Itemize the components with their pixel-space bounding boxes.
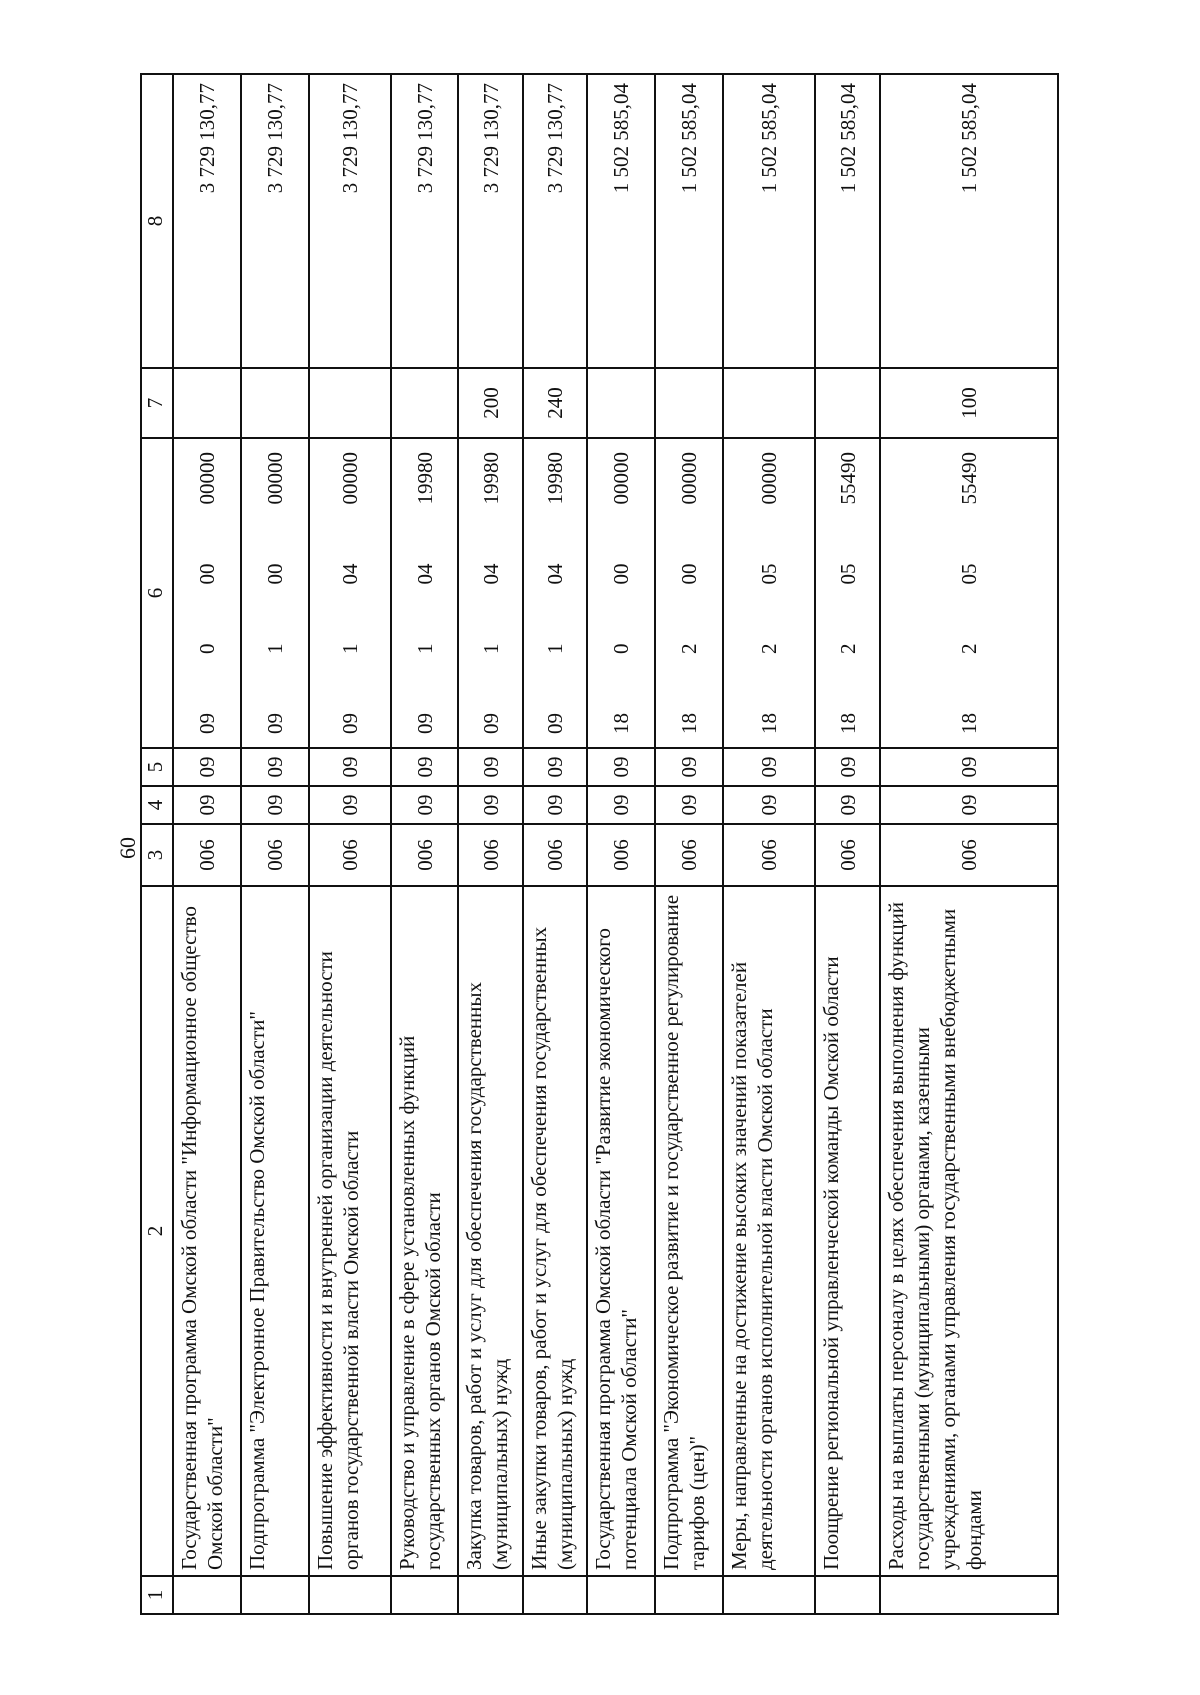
- target-article-part: 18: [609, 713, 633, 734]
- target-article-code: [412, 444, 438, 742]
- subsection-code-cell: 09: [587, 748, 655, 786]
- subsection-code-cell: 09: [880, 748, 1058, 786]
- amount-cell: 3 729 130,77: [391, 74, 458, 368]
- target-article-cell: [587, 438, 655, 748]
- ministry-code-cell: 006: [173, 824, 241, 886]
- target-article-code: [542, 444, 568, 742]
- target-article-part: 18: [835, 713, 860, 734]
- column-header: 4: [141, 786, 173, 824]
- section-code-cell: 09: [458, 786, 523, 824]
- target-article-part: 04: [478, 563, 503, 585]
- target-article-part: 00: [195, 563, 219, 585]
- target-article-part: 2: [677, 643, 701, 654]
- target-article-code: [337, 444, 363, 742]
- target-article-part: 0: [195, 643, 219, 654]
- description-cell: Иные закупки товаров, работ и услуг для обеспечения государственных (муниципальных) нужд: [523, 886, 587, 1576]
- column-header: 8: [141, 74, 173, 368]
- amount-cell: 3 729 130,77: [241, 74, 309, 368]
- subsection-code-cell: 09: [723, 748, 815, 786]
- target-article-part: 00000: [677, 452, 701, 505]
- row-number-cell: [458, 1576, 523, 1614]
- amount-cell: 3 729 130,77: [173, 74, 241, 368]
- section-code-cell: 09: [587, 786, 655, 824]
- column-header: 2: [141, 886, 173, 1576]
- target-article-part: 2: [757, 643, 781, 654]
- amount-cell: 1 502 585,04: [655, 74, 723, 368]
- target-article-cell: [815, 438, 880, 748]
- ministry-code-cell: 006: [815, 824, 880, 886]
- table-row: [173, 74, 241, 1614]
- table-body: [173, 74, 1058, 1614]
- target-article-cell: [880, 438, 1058, 748]
- target-article-code: [835, 444, 861, 742]
- target-article-code: [676, 444, 702, 742]
- expense-type-cell: [309, 368, 391, 438]
- expense-type-cell: [655, 368, 723, 438]
- header-row: [141, 74, 173, 1614]
- target-article-cell: [723, 438, 815, 748]
- row-number-cell: [880, 1576, 1058, 1614]
- amount-cell: 1 502 585,04: [723, 74, 815, 368]
- table-row: [655, 74, 723, 1614]
- column-header: 6: [141, 438, 173, 748]
- target-article-cell: [458, 438, 523, 748]
- target-article-code: [478, 444, 504, 742]
- target-article-part: 2: [957, 643, 981, 654]
- description-cell: Меры, направленные на достижение высоких значений показателей деятельности органов исполнительной власти Омской области: [723, 886, 815, 1576]
- ministry-code-cell: 006: [523, 824, 587, 886]
- subsection-code-cell: 09: [391, 748, 458, 786]
- column-header: 5: [141, 748, 173, 786]
- target-article-part: 04: [412, 563, 437, 585]
- target-article-part: 00000: [338, 452, 362, 505]
- row-number-cell: [391, 1576, 458, 1614]
- row-number-cell: [587, 1576, 655, 1614]
- target-article-part: 1: [412, 643, 437, 654]
- table-row: [880, 74, 1058, 1614]
- target-article-part: 19980: [543, 452, 567, 505]
- ministry-code-cell: 006: [880, 824, 1058, 886]
- target-article-part: 05: [835, 563, 860, 585]
- target-article-part: 05: [957, 563, 981, 585]
- column-header: 7: [141, 368, 173, 438]
- target-article-part: 55490: [957, 452, 981, 505]
- ministry-code-cell: 006: [655, 824, 723, 886]
- target-article-cell: [173, 438, 241, 748]
- description-cell: Государственная программа Омской области "Информационное общество Омской области": [173, 886, 241, 1576]
- target-article-part: 05: [757, 563, 781, 585]
- description-cell: Расходы на выплаты персоналу в целях обеспечения выполнения функций государственными (муниципальными) органами, казенными учреждениями, органами управления государственными внебюджетными фондами: [880, 886, 1058, 1576]
- description-cell: Государственная программа Омской области "Развитие экономического потенциала Омской области": [587, 886, 655, 1576]
- expense-type-cell: 240: [523, 368, 587, 438]
- target-article-part: 18: [957, 713, 981, 734]
- section-code-cell: 09: [655, 786, 723, 824]
- description-cell: Закупка товаров, работ и услуг для обеспечения государственных (муниципальных) нужд: [458, 886, 523, 1576]
- target-article-code: [262, 444, 288, 742]
- target-article-part: 04: [543, 563, 567, 585]
- target-article-code: [194, 444, 220, 742]
- description-cell: Повышение эффективности и внутренней организации деятельности органов государственной власти Омской области: [309, 886, 391, 1576]
- section-code-cell: 09: [391, 786, 458, 824]
- target-article-part: 1: [338, 643, 362, 654]
- expense-type-cell: [391, 368, 458, 438]
- ministry-code-cell: 006: [391, 824, 458, 886]
- target-article-part: 09: [338, 713, 362, 734]
- target-article-cell: [309, 438, 391, 748]
- expense-type-cell: [587, 368, 655, 438]
- table-row: [815, 74, 880, 1614]
- expense-type-cell: 100: [880, 368, 1058, 438]
- target-article-part: 09: [543, 713, 567, 734]
- target-article-part: 55490: [835, 452, 860, 505]
- row-number-cell: [241, 1576, 309, 1614]
- subsection-code-cell: 09: [173, 748, 241, 786]
- budget-table-container: [140, 75, 1110, 1615]
- row-number-cell: [173, 1576, 241, 1614]
- target-article-code: [756, 444, 782, 742]
- row-number-cell: [815, 1576, 880, 1614]
- ministry-code-cell: 006: [723, 824, 815, 886]
- expense-type-cell: [241, 368, 309, 438]
- target-article-part: 00000: [195, 452, 219, 505]
- target-article-part: 18: [677, 713, 701, 734]
- subsection-code-cell: 09: [309, 748, 391, 786]
- budget-table: [140, 73, 1059, 1615]
- section-code-cell: 09: [723, 786, 815, 824]
- target-article-cell: [391, 438, 458, 748]
- table-row: [391, 74, 458, 1614]
- target-article-part: 09: [478, 713, 503, 734]
- expense-type-cell: [173, 368, 241, 438]
- target-article-cell: [523, 438, 587, 748]
- ministry-code-cell: 006: [241, 824, 309, 886]
- target-article-part: 04: [338, 563, 362, 585]
- target-article-code: [956, 444, 982, 742]
- target-article-part: 00: [677, 563, 701, 585]
- target-article-part: 0: [609, 643, 633, 654]
- table-row: [309, 74, 391, 1614]
- expense-type-cell: [815, 368, 880, 438]
- section-code-cell: 09: [815, 786, 880, 824]
- subsection-code-cell: 09: [523, 748, 587, 786]
- target-article-part: 09: [263, 713, 287, 734]
- target-article-part: 2: [835, 643, 860, 654]
- target-article-part: 18: [757, 713, 781, 734]
- target-article-part: 00: [609, 563, 633, 585]
- amount-cell: 3 729 130,77: [523, 74, 587, 368]
- target-article-part: 1: [543, 643, 567, 654]
- target-article-code: [608, 444, 634, 742]
- section-code-cell: 09: [173, 786, 241, 824]
- target-article-part: 19980: [478, 452, 503, 505]
- target-article-part: 1: [478, 643, 503, 654]
- expense-type-cell: 200: [458, 368, 523, 438]
- section-code-cell: 09: [523, 786, 587, 824]
- target-article-cell: [241, 438, 309, 748]
- expense-type-cell: [723, 368, 815, 438]
- amount-cell: 3 729 130,77: [458, 74, 523, 368]
- subsection-code-cell: 09: [241, 748, 309, 786]
- ministry-code-cell: 006: [587, 824, 655, 886]
- description-cell: Руководство и управление в сфере установленных функций государственных органов Омской области: [391, 886, 458, 1576]
- description-cell: Подпрограмма "Экономическое развитие и государственное регулирование тарифов (цен)": [655, 886, 723, 1576]
- column-header: 1: [141, 1576, 173, 1614]
- target-article-part: 00000: [757, 452, 781, 505]
- table-row: [587, 74, 655, 1614]
- target-article-part: 09: [412, 713, 437, 734]
- target-article-cell: [655, 438, 723, 748]
- amount-cell: 1 502 585,04: [587, 74, 655, 368]
- column-header: 3: [141, 824, 173, 886]
- ministry-code-cell: 006: [458, 824, 523, 886]
- ministry-code-cell: 006: [309, 824, 391, 886]
- section-code-cell: 09: [241, 786, 309, 824]
- table-row: [241, 74, 309, 1614]
- subsection-code-cell: 09: [458, 748, 523, 786]
- subsection-code-cell: 09: [655, 748, 723, 786]
- table-row: [723, 74, 815, 1614]
- table-row: [458, 74, 523, 1614]
- target-article-part: 1: [263, 643, 287, 654]
- target-article-part: 00000: [609, 452, 633, 505]
- target-article-part: 00: [263, 563, 287, 585]
- amount-cell: 1 502 585,04: [880, 74, 1058, 368]
- target-article-part: 09: [195, 713, 219, 734]
- amount-cell: 3 729 130,77: [309, 74, 391, 368]
- row-number-cell: [309, 1576, 391, 1614]
- subsection-code-cell: 09: [815, 748, 880, 786]
- table-row: [523, 74, 587, 1614]
- description-cell: Подпрограмма "Электронное Правительство Омской области": [241, 886, 309, 1576]
- row-number-cell: [523, 1576, 587, 1614]
- description-cell: Поощрение региональной управленческой команды Омской области: [815, 886, 880, 1576]
- section-code-cell: 09: [309, 786, 391, 824]
- amount-cell: 1 502 585,04: [815, 74, 880, 368]
- page-number: 60: [115, 837, 140, 859]
- target-article-part: 00000: [263, 452, 287, 505]
- target-article-part: 19980: [412, 452, 437, 505]
- row-number-cell: [723, 1576, 815, 1614]
- section-code-cell: 09: [880, 786, 1058, 824]
- row-number-cell: [655, 1576, 723, 1614]
